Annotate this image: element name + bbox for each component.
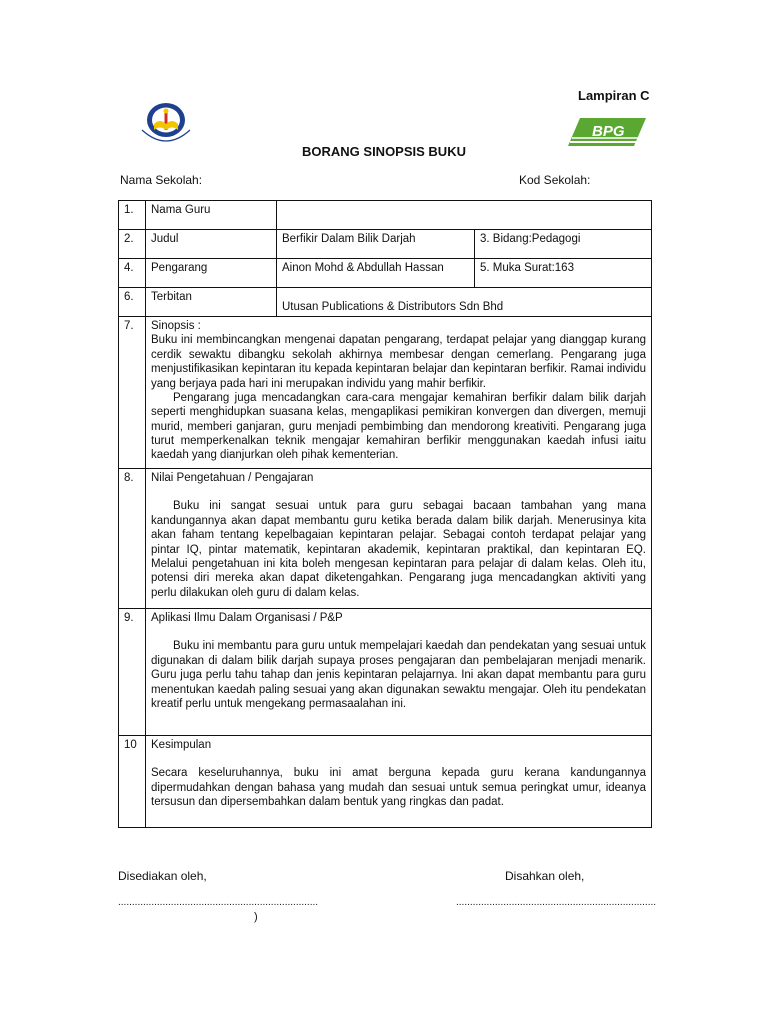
row-teacher-name [119,201,652,230]
row-number: 6. [119,288,146,317]
closing-paren: ) [254,911,258,923]
conclusion-cell [146,736,652,828]
row-number: 1. [119,201,146,230]
row-application [119,609,652,736]
row-number: 8. [119,469,146,609]
row-number: 10 [119,736,146,828]
section-heading: Aplikasi Ilmu Dalam Organisasi / P&P [151,612,343,624]
row-label: Terbitan [146,288,277,317]
bpg-logo-text: BPG [592,123,625,140]
page-count-value: 5. Muka Surat:163 [475,259,652,288]
approved-by-label: Disahkan oleh, [505,869,585,883]
prepared-signature-line[interactable]: ........................................................................ [118,897,319,908]
application-cell [146,609,652,736]
row-title [119,230,652,259]
form-title: BORANG SINOPSIS BUKU [302,144,466,159]
row-number: 9. [119,609,146,736]
conclusion-paragraph: Secara keseluruhannya, buku ini amat berguna kepada guru kerana kandungannya dipermudahkan dengan bahasa yang mudah dan sesuai untuk semua peringkat umur, ideanya tersusun dan dipersembahkan dalam bentuk yang ringkas dan padat. [151,767,646,809]
knowledge-cell [146,469,652,609]
ministry-logo [136,100,196,148]
school-name-label: Nama Sekolah: [120,173,203,187]
synopsis-paragraph: Pengarang juga mencadangkan cara-cara mengajar kemahiran berfikir dalam bilik darjah seperti menghidupkan suasana kelas, mengaplikasi pemikiran konvergen dan divergen, memuji murid, memberi ganjaran, guru menjadi pembimbing dan mendorong kreativiti. Pengarang juga turut memperkenalkan teknik mengajar kemahiran berfikir menggunakan kaedah infusi iaitu kaedah yang dianjurkan oleh pihak kementerian. [151,391,646,462]
row-number: 7. [119,317,146,469]
prepared-by-label: Disediakan oleh, [118,869,207,883]
row-number: 2. [119,230,146,259]
row-synopsis [119,317,652,469]
row-conclusion [119,736,652,828]
row-number: 4. [119,259,146,288]
row-label: Nama Guru [146,201,277,230]
book-title-value: Berfikir Dalam Bilik Darjah [277,230,475,259]
teacher-name-field[interactable] [277,201,652,230]
section-heading: Sinopsis : [151,320,201,332]
publisher-value: Utusan Publications & Distributors Sdn Bhd [277,288,652,317]
row-author [119,259,652,288]
attachment-label: Lampiran C [578,88,650,103]
row-label: Judul [146,230,277,259]
approved-signature-line[interactable]: ........................................................................ [456,897,657,908]
row-label: Pengarang [146,259,277,288]
synopsis-paragraph: Buku ini membincangkan mengenai dapatan pengarang, terdapat pelajar yang dianggap kurang cerdik sewaktu dibangku sekolah akhirnya membesar dengan cemerlang. Pengarang juga menjustifikasikan kepintaran itu kepada kepintaran belajar dan kepintaran berfikir. Ramai individu yang berjaya pada hari ini merupakan individu yang mahir berfikir. [151,334,646,390]
synopsis-cell [146,317,652,469]
application-paragraph: Buku ini membantu para guru untuk mempelajari kaedah dan pendekatan yang sesuai untuk digunakan di dalam bilik darjah supaya proses pengajaran dan pembelajaran menjadi menarik. Guru juga perlu tahu tahap dan jenis kepintaran pelajarnya. Ini akan dapat membantu para guru menentukan kaedah paling sesuai yang akan digunakan sewaktu mengajar. Oleh itu pendekatan kreatif perlu untuk mengekang permasaalahan ini. [151,640,646,710]
section-heading: Nilai Pengetahuan / Pengajaran [151,472,314,484]
author-value: Ainon Mohd & Abdullah Hassan [277,259,475,288]
section-heading: Kesimpulan [151,739,212,751]
knowledge-paragraph: Buku ini sangat sesuai untuk para guru sebagai bacaan tambahan yang mana kandungannya akan dapat membantu guru ketika berada dalam bilik darjah. Menerusinya kita akan faham tentang kepelbagaian kepintaran pelajar. Sebagai contoh terdapat pelajar yang pintar IQ, pintar matematik, kepintaran akademik, kepintaran praktikal, dan kepintaran EQ. Melalui pengetahuan ini kita boleh mengesan kepintaran para pelajar di dalam kelas. Oleh itu, potensi diri mereka akan dapat diketengahkan. Pengarang juga mencadangkan aktiviti yang perlu dilakukan oleh guru di dalam kelas. [151,500,646,599]
field-value: 3. Bidang:Pedagogi [475,230,652,259]
school-code-label: Kod Sekolah: [519,173,591,187]
row-knowledge-value [119,469,652,609]
synopsis-form-table [118,200,652,828]
row-publisher [119,288,652,317]
